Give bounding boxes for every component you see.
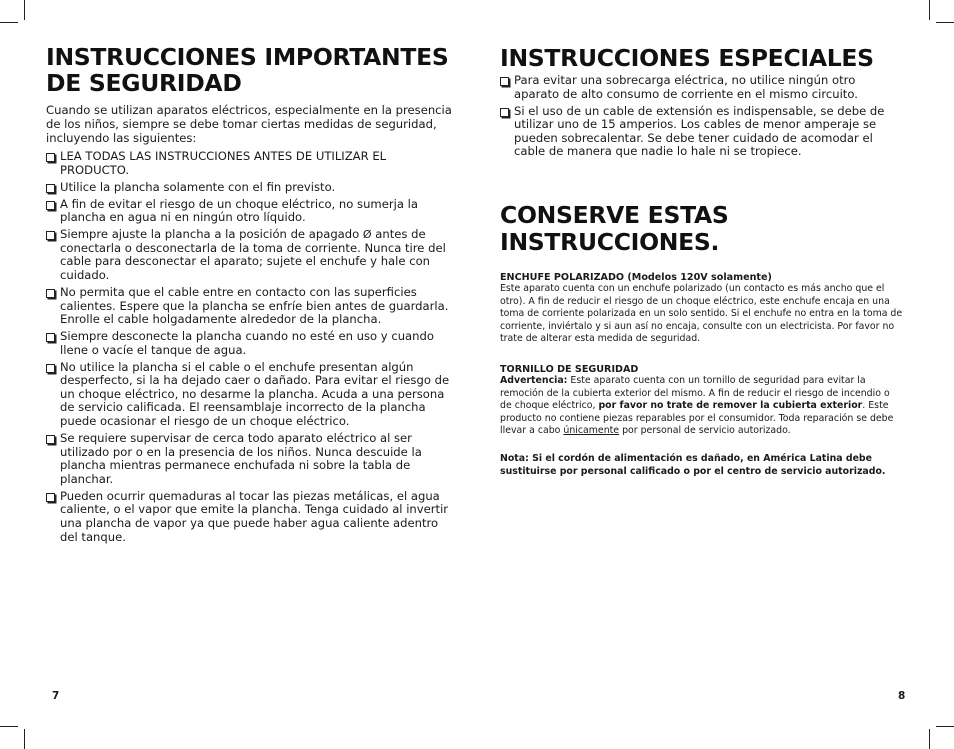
list-item: Siempre desconecte la plancha cuando no esté en uso y cuando llene o vacíe el tanque de agua.	[46, 330, 458, 357]
checkbox-bullet-icon	[46, 333, 55, 342]
page-number-left: 7	[52, 690, 60, 702]
list-item: Siempre ajuste la plancha a la posición de apagado Ø antes de conectarla o desconectarla de la toma de corriente. Nunca tire del cable para desconectar el aparato; sujete el enchufe y hale con cuidado.	[46, 228, 458, 282]
polarized-plug-section	[500, 272, 904, 346]
page-number-right: 8	[898, 690, 906, 702]
crop-mark	[936, 22, 954, 23]
safety-heading-line2: DE SEGURIDAD	[46, 69, 242, 97]
crop-mark	[24, 729, 25, 749]
checkbox-bullet-icon	[500, 108, 509, 117]
checkbox-bullet-icon	[46, 184, 55, 193]
checkbox-bullet-icon	[46, 231, 55, 240]
list-item: LEA TODAS LAS INSTRUCCIONES ANTES DE UTILIZAR EL PRODUCTO.	[46, 150, 458, 177]
checkbox-bullet-icon	[500, 77, 509, 86]
crop-mark	[929, 0, 930, 20]
plug-title: ENCHUFE POLARIZADO (Modelos 120V solamente)	[500, 272, 772, 283]
checkbox-bullet-icon	[46, 493, 55, 502]
checkbox-bullet-icon	[46, 201, 55, 210]
safety-intro: Cuando se utilizan aparatos eléctricos, especialmente en la presencia de los niños, siempre se debe tomar ciertas medidas de seguridad, incluyendo las siguientes:	[46, 103, 452, 145]
plug-text: Este aparato cuenta con un enchufe polarizado (un contacto es más ancho que el otro). A fin de reducir el riesgo de un choque eléctrico, este enchufe encaja en una toma de corriente polarizada en un solo sentido. Si el enchufe no entra en la toma de corriente, inviértalo y si aun así no encaja, consulte con un electricista. Por favor no trate de alterar esta medida de seguridad.	[500, 283, 903, 345]
list-item: Si el uso de un cable de extensión es indispensable, se debe de utilizar uno de 15 amperios. Los cables de menor amperaje se pueden sobrecalentar. Se debe tener cuidado de acomodar el cable de manera que nadie lo hale ni se tropiece.	[500, 105, 900, 159]
screw-title: TORNILLO DE SEGURIDAD	[500, 364, 639, 375]
safety-heading-line1: INSTRUCCIONES IMPORTANTES	[46, 43, 449, 71]
checkbox-bullet-icon	[46, 435, 55, 444]
list-item: A fin de evitar el riesgo de un choque eléctrico, no sumerja la plancha en agua ni en ningún otro líquido.	[46, 198, 458, 225]
safety-heading	[46, 44, 466, 96]
conserve-heading-line1: CONSERVE ESTAS	[500, 201, 729, 229]
crop-mark	[936, 726, 954, 727]
crop-mark	[0, 22, 18, 23]
list-item: Pueden ocurrir quemaduras al tocar las piezas metálicas, el agua caliente, o el vapor que emite la plancha. Tenga cuidado al invertir una plancha de vapor ya que puede haber agua caliente adentro del tanque.	[46, 490, 458, 544]
power-cord-note: Nota: Si el cordón de alimentación es dañado, en América Latina debe sustituirse por personal calificado o por el centro de servicio autorizado.	[500, 453, 886, 477]
safety-screw-section	[500, 364, 904, 438]
list-item: Para evitar una sobrecarga eléctrica, no utilice ningún otro aparato de alto consumo de corriente en el mismo circuito.	[500, 74, 900, 101]
list-item: Se requiere supervisar de cerca todo aparato eléctrico al ser utilizado por o en la presencia de los niños. Nunca descuide la plancha mientras permanece enchufada ni sobre la tabla de planchar.	[46, 432, 458, 486]
list-item: No permita que el cable entre en contacto con las superficies calientes. Espere que la plancha se enfríe bien antes de guardarla. Enrolle el cable holgadamente alrededor de la plancha.	[46, 286, 458, 327]
crop-mark	[0, 726, 18, 727]
conserve-heading-line2: INSTRUCCIONES.	[500, 228, 720, 256]
checkbox-bullet-icon	[46, 153, 55, 162]
off-position-icon: Ø	[362, 228, 372, 242]
special-instructions-heading: INSTRUCCIONES ESPECIALES	[500, 44, 874, 72]
list-item: Utilice la plancha solamente con el fin previsto.	[46, 181, 458, 195]
list-item: No utilice la plancha si el cable o el enchufe presentan algún desperfecto, si la ha dejado caer o dañado. Para evitar el riesgo de un choque eléctrico, no desarme la plancha. Acuda a una persona de servicio calificada. El reensamblaje incorrecto de la plancha puede ocasionar el riesgo de un choque eléctrico.	[46, 361, 458, 429]
crop-mark	[24, 0, 25, 20]
checkbox-bullet-icon	[46, 364, 55, 373]
conserve-heading	[500, 202, 900, 256]
screw-text: Advertencia: Este aparato cuenta con un tornillo de seguridad para evitar la remoción de la cubierta exterior del mismo. A fin de reducir el riesgo de incendio o de choque eléctrico, por favor no trate de remover la cubierta exterior. Este producto no contiene piezas reparables por el consumidor. Toda reparación se debe llevar a cabo únicamente por personal de servicio autorizado.	[500, 375, 894, 437]
checkbox-bullet-icon	[46, 289, 55, 298]
crop-mark	[929, 729, 930, 749]
safety-list	[46, 150, 458, 548]
special-list	[500, 74, 900, 162]
